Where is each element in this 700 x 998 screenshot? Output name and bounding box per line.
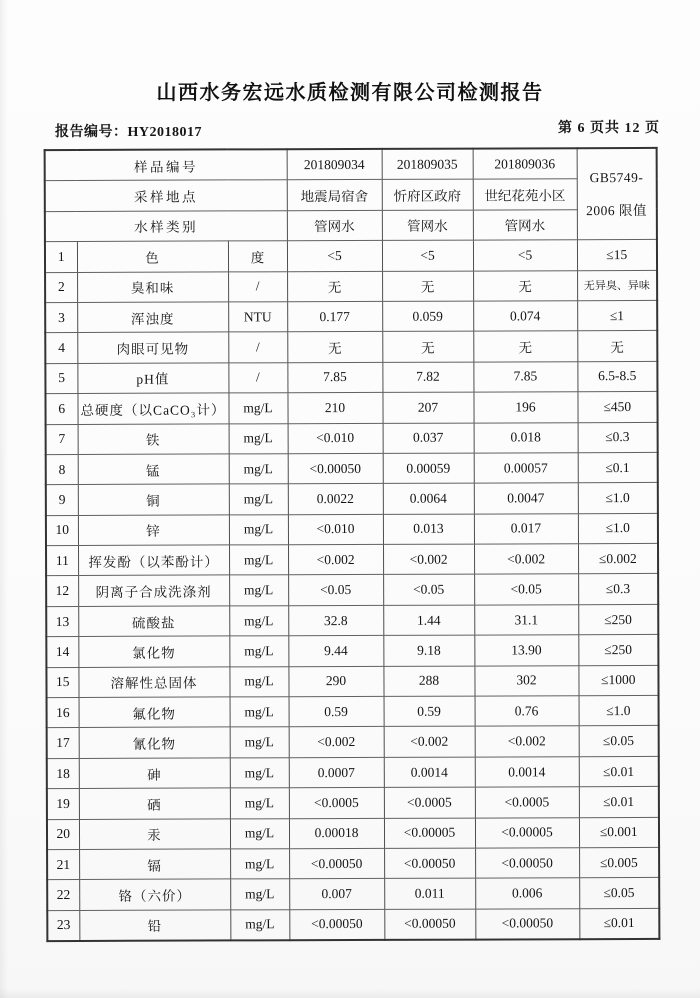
table-row [46,422,658,455]
sample1-value: 无 [287,332,382,363]
sample3-value: 7.85 [473,361,577,392]
sample3-value: 31.1 [474,605,578,636]
sample3-value: <0.002 [475,726,579,757]
limit-value: ≤250 [578,604,658,635]
row-number: 2 [45,272,77,303]
table-row [46,574,658,607]
report-number-value: HY2018017 [127,125,202,140]
sample3-value: 0.0014 [475,757,579,788]
sample3-value: 13.90 [474,635,578,666]
sample1-value: 210 [287,393,382,424]
parameter-name: 臭和味 [77,271,228,302]
limit-value: ≤0.002 [578,544,658,575]
sample2-value: 0.59 [384,696,475,727]
sample3-value: <0.00050 [475,848,579,879]
sample2-value: 9.18 [383,635,474,666]
table-row [45,331,657,364]
sample3-value: <5 [473,240,577,271]
table-row [47,878,659,911]
parameter-name: 砷 [79,758,230,789]
sample1-value: 9.44 [288,636,383,667]
sample1-value: 32.8 [288,605,383,636]
sample1-value: <0.00050 [288,453,383,484]
sample3-value: 0.00057 [474,453,578,484]
sample1-value: <5 [287,241,382,272]
sample2-value: <0.0005 [384,787,475,818]
report-number [55,121,202,141]
location-3: 世纪花苑小区 [473,179,577,210]
parameter-unit: NTU [228,302,287,333]
parameter-name: 硒 [79,788,230,819]
parameter-name: 浑浊度 [77,302,228,333]
sample1-value: <0.05 [288,575,383,606]
sample-id-1: 201809034 [287,149,382,180]
limit-value: ≤1000 [578,665,658,696]
table-row [47,726,659,759]
sample2-value: <0.00005 [384,818,475,849]
parameter-unit: mg/L [230,788,289,819]
sample2-value: 0.013 [383,514,474,545]
parameter-unit: mg/L [230,697,289,728]
sample2-value: 7.82 [382,362,473,393]
limit-value: ≤0.3 [578,574,658,605]
sample3-value: 0.006 [475,878,579,909]
parameter-unit: mg/L [230,909,289,940]
parameter-name: 溶解性总固体 [78,667,229,698]
sample3-value: <0.00005 [475,817,579,848]
sample3-value: <0.0005 [475,787,579,818]
table-row [47,908,659,941]
table-row [46,452,658,485]
sample3-value: 0.074 [473,301,577,332]
page-indicator: 第 6 页共 12 页 [558,121,660,136]
table-row [46,665,658,698]
sample1-value: <0.00050 [289,909,384,940]
row-number: 14 [46,637,78,668]
parameter-name: 色 [77,241,228,272]
sample2-value: 无 [382,271,473,302]
parameter-unit: mg/L [229,545,288,576]
parameter-name: 氟化物 [79,697,230,728]
limit-value: 无异臭、异味 [577,270,657,301]
sample1-value: <0.002 [289,727,384,758]
sample3-value: 无 [473,270,577,301]
row-number: 6 [45,394,77,425]
limit-value: ≤0.001 [579,817,659,848]
sample3-value: 0.76 [475,696,579,727]
row-number: 5 [45,363,77,394]
sample-id-3: 201809036 [473,148,577,179]
sample3-value: <0.05 [474,574,578,605]
sample1-value: 290 [288,666,383,697]
parameter-unit: mg/L [229,666,288,697]
parameter-name: 挥发酚（以苯酚计） [78,545,229,576]
sample1-value: 7.85 [287,362,382,393]
sample3-value: 0.018 [474,422,578,453]
sample2-value: <0.00050 [384,848,475,879]
limit-header-line1: GB5749- [589,170,644,186]
sample1-value: <0.002 [288,544,383,575]
parameter-unit: mg/L [230,758,289,789]
sample1-value: 0.177 [287,301,382,332]
header-row-location [45,179,657,212]
table-row [46,513,658,546]
table-row [45,300,657,333]
sample2-value: <0.002 [384,726,475,757]
table-row [45,361,657,394]
sample1-value: <0.010 [288,423,383,454]
sample2-value: <0.05 [383,575,474,606]
row-number: 19 [47,789,79,820]
sample3-value: <0.002 [474,544,578,575]
limit-header-line2: 2006 限值 [586,203,648,219]
limit-value: ≤0.1 [578,452,658,483]
parameter-name: 汞 [79,819,230,850]
table-row [47,695,659,728]
parameter-name: 氰化物 [79,727,230,758]
parameter-name: 铬（六价） [79,879,230,910]
sample1-value: <0.010 [288,514,383,545]
parameter-unit: mg/L [229,514,288,545]
limit-value: 6.5-8.5 [577,361,657,392]
row-number: 16 [47,697,79,728]
sample1-value: <0.00050 [289,848,384,879]
sample1-value: <0.0005 [289,788,384,819]
sample3-value: 0.0047 [474,483,578,514]
limit-value: ≤0.005 [579,847,659,878]
parameter-name: 锌 [78,515,229,546]
row-number: 20 [47,819,79,850]
sample2-value: <0.002 [383,544,474,575]
parameter-unit: / [228,332,287,363]
parameter-name: 肉眼可见物 [77,332,228,363]
header-row-sample-id [45,148,657,181]
row-number: 21 [47,849,79,880]
row-number: 7 [46,424,78,455]
limit-value: ≤1.0 [579,695,659,726]
limit-value: ≤0.01 [579,756,659,787]
sample3-value: 196 [473,392,577,423]
parameter-unit: mg/L [229,454,288,485]
limit-value: ≤0.05 [579,726,659,757]
page-title: 山西水务宏远水质检测有限公司检测报告 [156,82,544,104]
table-row [45,392,657,425]
row-number: 10 [46,515,78,546]
sample2-value: 0.037 [383,423,474,454]
sample3-value: 无 [473,331,577,362]
sample3-value: 302 [474,665,578,696]
parameter-name: 铅 [79,910,230,941]
limit-value: ≤0.3 [578,422,658,453]
sample2-value: 0.0014 [384,757,475,788]
row-number: 13 [46,606,78,637]
sample2-value: 207 [382,392,473,423]
sample-id-header-label: 样品编号 [45,149,287,181]
row-number: 15 [46,667,78,698]
sample1-value: 0.007 [289,879,384,910]
sample3-value: <0.00050 [475,908,579,939]
table-row [45,270,657,303]
limit-value: ≤0.01 [579,787,659,818]
row-number: 9 [46,485,78,516]
parameter-name: 阴离子合成洗涤剂 [78,575,229,606]
limit-value: ≤0.01 [579,908,659,939]
limit-value: ≤15 [577,240,657,271]
sample2-value: <5 [382,240,473,271]
table-row [46,604,658,637]
parameter-unit: mg/L [229,575,288,606]
table-row [45,240,657,273]
table-row [47,756,659,789]
limit-value: ≤1.0 [578,483,658,514]
sample1-value: 无 [287,271,382,302]
table-row [46,483,658,516]
row-number: 3 [45,302,77,333]
parameter-unit: mg/L [229,606,288,637]
table-row [46,635,658,668]
parameter-name: 总硬度（以CaCO₃计） [77,393,228,424]
location-header-label: 采样地点 [45,180,287,211]
header-row-water-type [45,209,657,242]
row-number: 17 [47,728,79,759]
parameter-unit: / [228,362,287,393]
row-number: 18 [47,758,79,789]
parameter-unit: mg/L [230,849,289,880]
table-row [47,787,659,820]
row-number: 4 [45,333,77,364]
row-number: 11 [46,546,78,577]
parameter-name: 锰 [78,454,229,485]
sample2-value: 0.0064 [383,483,474,514]
water-type-header-label: 水样类别 [45,211,287,242]
sample1-value: 0.59 [289,696,384,727]
location-2: 忻府区政府 [382,179,473,210]
sample1-value: 0.00018 [289,818,384,849]
sample2-value: 无 [382,331,473,362]
parameter-name: 铁 [78,423,229,454]
limit-value: ≤250 [578,635,658,666]
sample2-value: <0.00050 [384,909,475,940]
parameter-unit: mg/L [229,423,288,454]
sample2-value: 1.44 [383,605,474,636]
parameter-unit: mg/L [230,727,289,758]
water-type-3: 管网水 [473,209,577,240]
sample1-value: 0.0007 [289,757,384,788]
table-row [47,847,659,880]
parameter-name: pH值 [77,363,228,394]
sample2-value: 0.059 [382,301,473,332]
location-1: 地震局宿舍 [287,180,382,211]
parameter-unit: / [228,271,287,302]
parameter-unit: mg/L [228,393,287,424]
parameter-unit: 度 [228,241,287,272]
parameter-unit: mg/L [230,879,289,910]
table-body [45,240,659,942]
limit-value: ≤1 [577,300,657,331]
water-quality-table [44,147,661,942]
table-row [47,817,659,850]
water-type-2: 管网水 [382,210,473,241]
row-number: 1 [45,242,77,273]
report-number-label: 报告编号： [55,125,128,140]
row-number: 22 [47,880,79,911]
sample-id-2: 201809035 [382,149,473,180]
parameter-name: 硫酸盐 [78,606,229,637]
row-number: 12 [46,576,78,607]
limit-column-header [577,148,657,240]
limit-value: 无 [577,331,657,362]
parameter-unit: mg/L [229,484,288,515]
row-number: 23 [47,910,79,941]
table-row [46,544,658,577]
limit-value: ≤450 [577,392,657,423]
parameter-name: 镉 [79,849,230,880]
sample3-value: 0.017 [474,513,578,544]
parameter-unit: mg/L [230,818,289,849]
parameter-unit: mg/L [229,636,288,667]
sample2-value: 0.011 [384,878,475,909]
parameter-name: 铜 [78,484,229,515]
table-header [45,148,657,242]
limit-value: ≤0.05 [579,878,659,909]
sample1-value: 0.0022 [288,484,383,515]
sample2-value: 288 [383,666,474,697]
water-type-1: 管网水 [287,210,382,241]
meta-row [55,121,660,141]
limit-value: ≤1.0 [578,513,658,544]
sample2-value: 0.00059 [383,453,474,484]
row-number: 8 [46,454,78,485]
parameter-name: 氯化物 [78,636,229,667]
